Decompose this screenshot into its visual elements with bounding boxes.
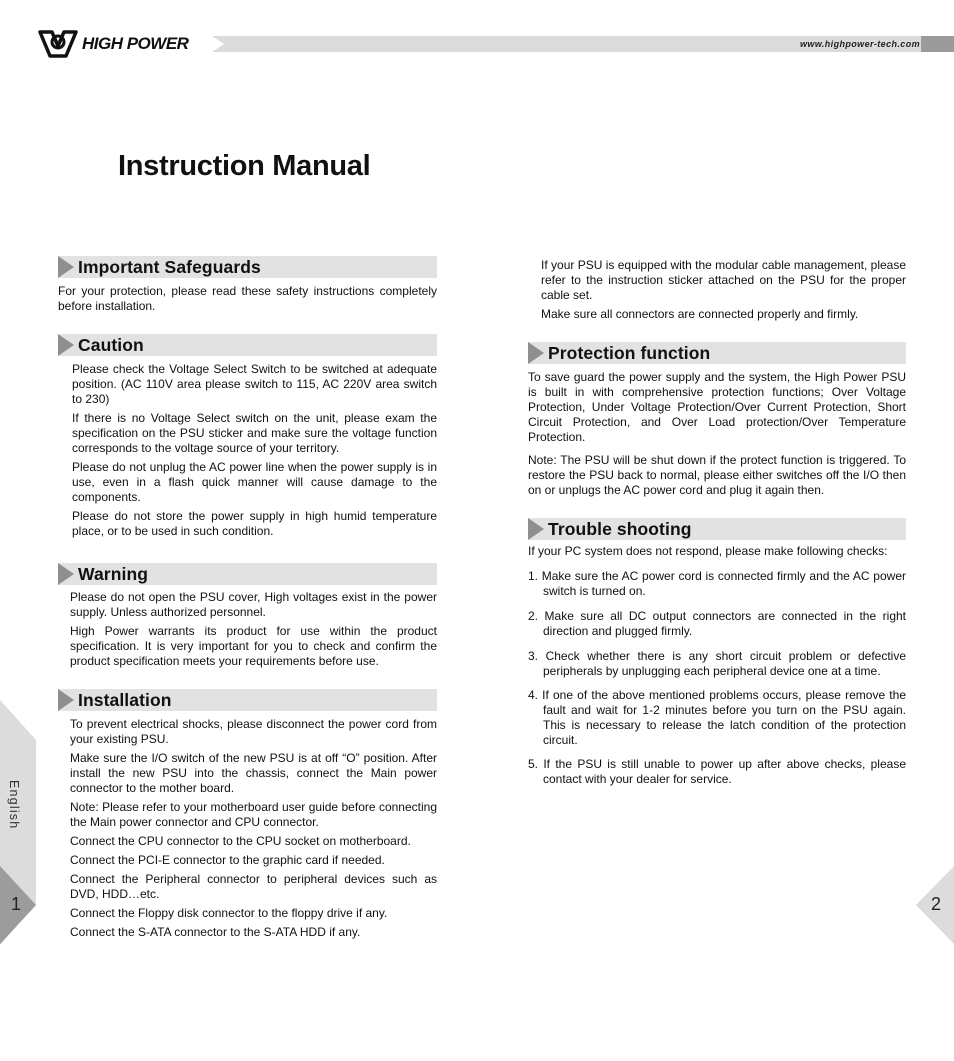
paragraph: Please do not open the PSU cover, High voltages exist in the power supply. Unless authorized personnel. [70,590,437,619]
language-label: English [7,780,21,830]
list-spacer [528,748,906,757]
left-column [58,256,437,940]
trouble-list [528,569,906,787]
paragraph: Connect the PCI-E connector to the graphic card if needed. [70,853,385,867]
header-url: www.highpower-tech.com [800,39,920,49]
section-arrow-icon [58,689,74,711]
section-header-caution [58,334,437,356]
brand-name: HIGH POWER [82,34,189,53]
right-column [528,258,906,787]
section-arrow-icon [58,256,74,278]
paragraph: If your PSU is equipped with the modular cable management, please refer to the instruction sticker attached on the PSU for the proper cable set. [541,258,906,302]
section-header-installation [58,689,437,711]
paragraph: Make sure the I/O switch of the new PSU is at off “O” position. After install the new PSU into the chassis, connect the Main power connector to the mother board. [70,751,437,795]
paragraph: Please do not store the power supply in high humid temperature place, or to be used in such condition. [72,509,437,538]
paragraph: Connect the Peripheral connector to peripheral devices such as DVD, HDD…etc. [70,872,437,901]
page-number-left: 1 [11,894,22,914]
list-spacer [528,639,906,649]
list-item: 1. Make sure the AC power cord is connected firmly and the AC power switch is turned on. [528,569,906,598]
list-item: 5. If the PSU is still unable to power up after above checks, please contact with your dealer for service. [528,757,906,786]
paragraph: Note: Please refer to your motherboard user guide before connecting the Main power connector and CPU connector. [70,800,437,829]
section-title: Protection function [548,342,711,363]
paragraph: Connect the Floppy disk connector to the floppy drive if any. [70,906,388,920]
section-header-safeguards [58,256,437,278]
section-header-protection [528,342,906,364]
section-arrow-icon [58,563,74,585]
logo-icon [38,28,78,60]
section-title: Trouble shooting [548,518,692,539]
paragraph: Please do not unplug the AC power line when the power supply is in use, even in a flash quick manner will cause damage to the components. [72,460,437,504]
list-item: 4. If one of the above mentioned problems occurs, please remove the fault and wait for 1-2 minutes before you turn on the PSU again. This is necessary to release the latch condition of the protection circuit. [528,688,906,747]
page-title: Instruction Manual [118,150,371,182]
paragraph: Note: The PSU will be shut down if the protect function is triggered. To restore the PSU back to normal, please either switches off the I/O then on or unplugs the AC power cord and plug it again then. [528,453,906,497]
list-spacer [528,679,906,688]
paragraph: Make sure all connectors are connected properly and firmly. [541,307,859,321]
paragraph: Connect the S-ATA connector to the S-ATA HDD if any. [70,925,361,939]
paragraph: To save guard the power supply and the system, the High Power PSU is built in with comprehensive protection functions; Over Voltage Protection, Under Voltage Protection/Over Current Protection, Short Circuit Protection, and Over Load protection/Over Temperature Protection. [528,370,906,444]
paragraph: Please check the Voltage Select Switch to be switched at adequate position. (AC 110V area please switch to 115, AC 220V area switch to 230) [72,362,437,406]
section-arrow-icon [528,518,544,540]
brand-logo [38,28,188,60]
section-header-warning [58,563,437,585]
paragraph: Connect the CPU connector to the CPU socket on motherboard. [70,834,411,848]
page-number-right: 2 [931,894,942,914]
header-bar-accent [921,36,954,52]
section-title: Installation [78,689,172,710]
section-arrow-icon [58,334,74,356]
section-title: Important Safeguards [78,256,261,277]
paragraph: For your protection, please read these safety instructions completely before installation. [58,284,437,313]
paragraph: If there is no Voltage Select switch on the unit, please exam the specification on the PSU sticker and make sure the voltage function corresponds to the voltage source of your territory. [72,411,437,455]
paragraph: High Power warrants its product for use within the product specification. It is very important for you to check and confirm the product specification meets your requirements before use. [70,624,437,668]
list-item: 2. Make sure all DC output connectors are connected in the right direction and plugged firmly. [528,609,906,638]
list-spacer [528,599,906,609]
section-header-trouble [528,518,906,540]
section-title: Caution [78,334,144,355]
paragraph: To prevent electrical shocks, please disconnect the power cord from your existing PSU. [70,717,437,746]
section-title: Warning [78,563,149,584]
paragraph: If your PC system does not respond, please make following checks: [528,544,888,558]
section-arrow-icon [528,342,544,364]
list-item: 3. Check whether there is any short circuit problem or defective peripherals by unplugging each peripheral device one at a time. [528,649,906,678]
